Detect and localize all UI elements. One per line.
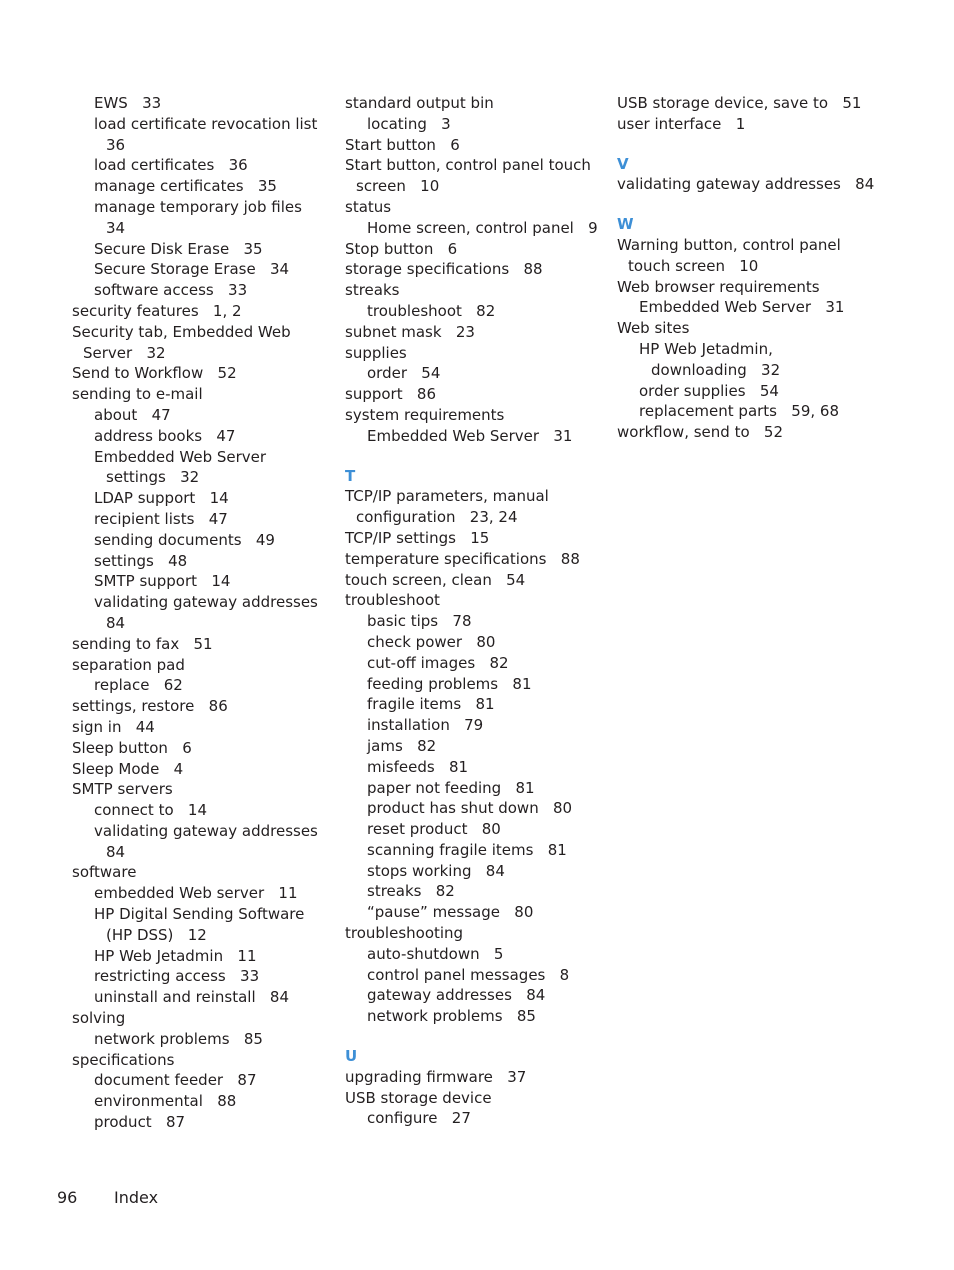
index-subentry: 84 [106,842,126,861]
index-subentry: troubleshoot 82 [367,301,496,320]
index-entry: supplies [345,343,407,362]
index-subentry: 36 [106,135,126,154]
index-subentry: order supplies 54 [639,381,779,400]
index-subentry: embedded Web server 11 [94,884,298,903]
index-subentry: load certificates 36 [94,156,248,175]
index-column-1 [72,93,334,1133]
index-subentry: settings 48 [94,551,188,570]
index-subentry: downloading 32 [651,360,781,379]
index-entry: Sleep button 6 [72,738,192,757]
index-entry: Start button, control panel touch [345,156,591,175]
index-subentry: HP Digital Sending Software [94,905,305,924]
index-subentry: manage temporary job files [94,197,302,216]
index-subentry: touch screen 10 [628,256,759,275]
index-entry: status [345,197,392,216]
index-entry: Stop button 6 [345,239,458,258]
index-subentry: scanning fragile items 81 [367,840,567,859]
index-subentry: jams 82 [367,736,437,755]
index-entry: separation pad [72,655,185,674]
index-entry: streaks [345,281,400,300]
index-subentry: product has shut down 80 [367,799,573,818]
index-subentry: HP Web Jetadmin, [639,339,773,358]
index-entry: Start button 6 [345,135,460,154]
footer-page-number: 96 [57,1188,78,1207]
index-subentry: connect to 14 [94,801,208,820]
index-entry: touch screen, clean 54 [345,570,526,589]
index-subentry: HP Web Jetadmin 11 [94,946,257,965]
index-entry: support 86 [345,385,436,404]
index-subentry: misfeeds 81 [367,757,469,776]
index-subentry: “pause” message 80 [367,903,534,922]
index-subentry: reset product 80 [367,820,501,839]
index-subentry: uninstall and reinstall 84 [94,988,290,1007]
index-subentry: configure 27 [367,1109,471,1128]
index-subentry: validating gateway addresses [94,821,318,840]
index-subentry: Server 32 [83,343,166,362]
index-column-2 [345,93,607,1129]
index-subentry: locating 3 [367,114,451,133]
index-subentry: 34 [106,218,126,237]
index-subentry: stops working 84 [367,861,505,880]
index-entry: validating gateway addresses 84 [617,175,875,194]
index-entry: specifications [72,1050,175,1069]
index-entry: solving [72,1009,126,1028]
index-subentry: replacement parts 59, 68 [639,402,840,421]
index-entry: settings, restore 86 [72,697,228,716]
index-subentry: Embedded Web Server 31 [639,298,845,317]
section-letter: U [345,1047,358,1066]
index-entry: temperature specifications 88 [345,549,580,568]
index-entry: troubleshoot [345,591,440,610]
index-subentry: software access 33 [94,281,248,300]
index-subentry: about 47 [94,405,171,424]
index-entry: Warning button, control panel [617,235,841,254]
index-entry: standard output bin [345,94,494,112]
index-subentry: network problems 85 [94,1029,263,1048]
index-entry: user interface 1 [617,114,746,133]
index-subentry: SMTP support 14 [94,572,231,591]
index-entry: upgrading firmware 37 [345,1067,527,1086]
index-subentry: configuration 23, 24 [356,508,518,527]
index-subentry: manage certificates 35 [94,177,277,196]
index-subentry: Embedded Web Server [94,447,267,466]
index-subentry: Secure Storage Erase 34 [94,260,290,279]
index-entry: software [72,863,137,882]
index-subentry: Embedded Web Server 31 [367,426,573,445]
index-entry: security features 1, 2 [72,301,242,320]
index-entry: Web sites [617,319,690,338]
index-subentry: cut-off images 82 [367,653,509,672]
index-subentry: validating gateway addresses [94,593,318,612]
index-entry: SMTP servers [72,780,173,799]
index-entry: sending to e-mail [72,385,203,404]
index-entry: sending to fax 51 [72,634,213,653]
index-entry: TCP/IP parameters, manual [345,487,549,506]
index-subentry: order 54 [367,364,441,383]
index-subentry: 84 [106,613,126,632]
index-subentry: installation 79 [367,716,484,735]
index-subentry: Home screen, control panel 9 [367,218,598,237]
index-subentry: Secure Disk Erase 35 [94,239,263,258]
footer-section-label: Index [114,1188,159,1207]
index-subentry: control panel messages 8 [367,965,570,984]
index-subentry: network problems 85 [367,1007,536,1026]
index-entry: USB storage device [345,1088,492,1107]
index-subentry: environmental 88 [94,1092,237,1111]
index-subentry: auto-shutdown 5 [367,944,504,963]
index-entry: USB storage device, save to 51 [617,94,862,112]
index-subentry: settings 32 [106,468,200,487]
index-subentry: replace 62 [94,676,183,695]
index-entry: storage specifications 88 [345,260,543,279]
index-subentry: basic tips 78 [367,612,472,631]
index-subentry: check power 80 [367,632,496,651]
index-entry: system requirements [345,405,505,424]
section-letter: T [345,466,356,485]
index-subentry: recipient lists 47 [94,509,228,528]
index-subentry: paper not feeding 81 [367,778,535,797]
index-entry: subnet mask 23 [345,322,475,341]
index-column-3 [617,93,879,443]
index-entry: Web browser requirements [617,277,820,296]
section-letter: V [617,154,629,173]
index-entry: Sleep Mode 4 [72,759,184,778]
index-entry: Security tab, Embedded Web [72,322,291,341]
index-subentry: screen 10 [356,177,440,196]
index-subentry: load certificate revocation list [94,114,318,133]
index-entry: TCP/IP settings 15 [345,528,490,547]
index-entry: sign in 44 [72,717,155,736]
index-subentry: LDAP support 14 [94,489,229,508]
index-entry: workflow, send to 52 [617,423,784,442]
index-subentry: restricting access 33 [94,967,260,986]
index-subentry: product 87 [94,1113,186,1132]
index-subentry: EWS 33 [94,94,162,112]
index-subentry: (HP DSS) 12 [106,925,207,944]
index-subentry: fragile items 81 [367,695,495,714]
index-subentry: streaks 82 [367,882,455,901]
index-entry: troubleshooting [345,924,464,943]
section-letter: W [617,215,634,234]
index-subentry: sending documents 49 [94,530,275,549]
index-subentry: address books 47 [94,426,236,445]
index-entry: Send to Workflow 52 [72,364,237,383]
index-subentry: feeding problems 81 [367,674,532,693]
index-subentry: gateway addresses 84 [367,986,546,1005]
index-subentry: document feeder 87 [94,1071,257,1090]
